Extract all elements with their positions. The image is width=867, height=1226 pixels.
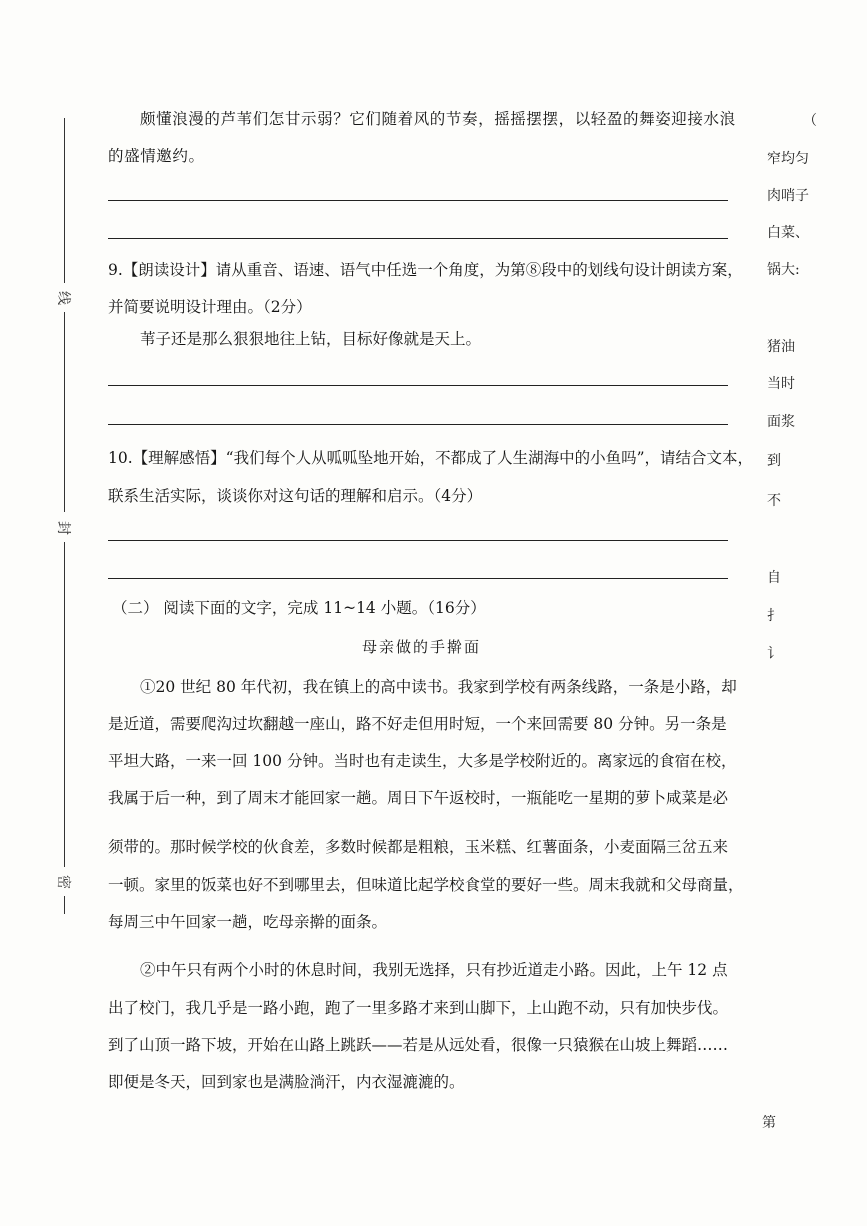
binding-line-top [64,118,65,283]
binding-line-bottom [64,896,65,914]
answer-line[interactable] [108,424,728,425]
binding-char-seal: 封 [55,521,71,535]
question-9-line-2: 并简要说明设计理由。（2分） [108,298,312,316]
article-p1-line: 是近道，需要爬沟过坎翻越一座山，路不好走但用时短，一个来回需要 80 分钟。另一条是 [108,715,727,733]
right-margin-fragment: 肉哨子 [767,188,809,204]
answer-line[interactable] [108,578,728,579]
question-10-line-1: 10.【理解感悟】“我们每个人从呱呱坠地开始，不都成了人生湖海中的小鱼吗”，请结合文本， [108,449,754,467]
question-10-line-2: 联系生活实际，谈谈你对这句话的理解和启示。（4分） [108,487,483,505]
article-p1-line: 每周三中午回家一趟，吃母亲擀的面条。 [108,913,388,931]
right-margin-fragment: 当时 [767,376,795,392]
article-p2-line: 到了山顶一路下坡，开始在山路上跳跃——若是从远处看，很像一只猿猴在山坡上舞蹈…… [108,1036,729,1054]
right-margin-fragment: 扌 [767,608,781,624]
article-p1-line: 一顿。家里的饭菜也好不到哪里去，但味道比起学校食堂的要好一些。周末我就和父母商量， [108,876,744,894]
right-margin-fragment: 到 [767,453,781,469]
prev-paragraph-line-2: 的盛情邀约。 [108,147,205,165]
right-margin-fragment: 不 [767,493,781,509]
right-margin-fragment: 猪油 [767,339,795,355]
article-p1-line: 须带的。那时候学校的伙食差，多数时候都是粗粮，玉米糕、红薯面条，小麦面隔三岔五来 [108,838,729,856]
right-margin-fragment: 窄均匀 [767,151,809,167]
right-margin-fragment: 讠 [767,646,781,662]
article-p2-line: 出了校门，我几乎是一路小跑，跑了一里多路才来到山脚下，上山跑不动，只有加快步伐。 [108,999,729,1017]
article-p2-line: ②中午只有两个小时的休息时间，我别无选择，只有抄近道走小路。因此，上午 12 点 [140,961,728,979]
article-title: 母亲做的手擀面 [362,638,482,656]
answer-line[interactable] [108,200,728,201]
binding-char-secret: 密 [55,875,71,889]
binding-char-line: 线 [55,291,71,305]
binding-line-lower [64,542,65,867]
right-margin-fragment: 锅大: [767,262,800,278]
right-margin-fragment: 自 [767,570,781,586]
binding-line-mid [64,312,65,512]
answer-line[interactable] [108,385,728,386]
question-9-quote: 苇子还是那么狠狠地往上钻，目标好像就是天上。 [140,330,482,348]
right-margin-fragment: （ [803,113,817,129]
right-margin-fragment: 第 [762,1115,776,1131]
answer-line[interactable] [108,540,728,541]
answer-line[interactable] [108,238,728,239]
article-p1-line: 平坦大路，一来一回 100 分钟。当时也有走读生，大多是学校附近的。离家远的食宿在校， [108,752,737,770]
article-p1-line: ①20 世纪 80 年代初，我在镇上的高中读书。我家到学校有两条线路，一条是小路，却 [140,678,737,696]
section-header: （二） 阅读下面的文字，完成 11~14 小题。（16分） [112,599,486,617]
question-9-line-1: 9.【朗读设计】请从重音、语速、语气中任选一个角度，为第⑧段中的划线句设计朗读方案， [108,261,743,279]
right-margin-fragment: 面浆 [767,414,795,430]
article-p2-line: 即便是冬天，回到家也是满脸淌汗，内衣湿漉漉的。 [108,1073,465,1091]
right-margin-fragment: 白菜、 [767,225,809,241]
prev-paragraph-line-1: 颇懂浪漫的芦苇们怎甘示弱？它们随着风的节奏，摇摇摆摆，以轻盈的舞姿迎接水浪 [140,110,736,128]
article-p1-line: 我属于后一种，到了周末才能回家一趟。周日下午返校时，一瓶能吃一星期的萝卜咸菜是必 [108,789,729,807]
